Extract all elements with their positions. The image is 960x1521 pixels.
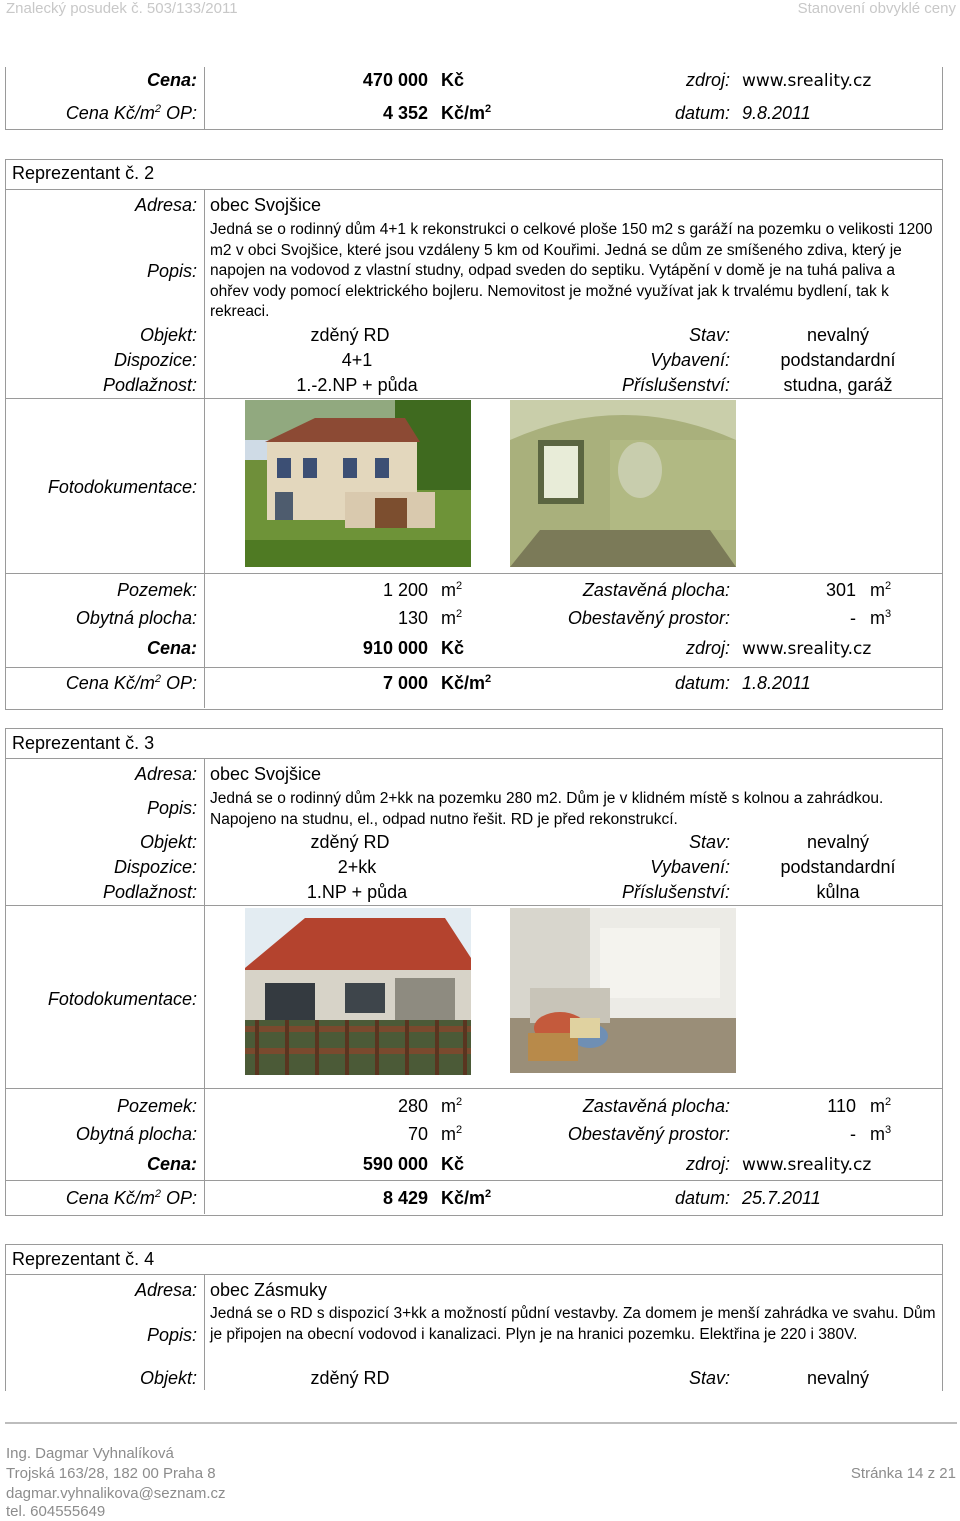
rep3-cena-m2-unit: $Kč/m^2$	[441, 1188, 492, 1208]
rep3-popis-label: Popis:	[146, 798, 197, 818]
rep1-datum-label: datum:	[674, 103, 730, 123]
rep2-objekt-label: Objekt:	[139, 325, 197, 345]
header-document-title: Znalecký posudek č. 503/133/2011	[6, 0, 238, 17]
rep2-datum: 1.8.2011	[742, 673, 811, 693]
rep4-popis: Jedná se o RD s dispozicí 3+kk a možností půdní vestavby. Za domem je menší zahrádka ve svahu. Dům je připojen na obecní vodovod i kanalizaci. Plyn je na hranici pozemku. Elektřina je 220 i 380V.	[210, 1305, 936, 1343]
rep4-objekt-label: Objekt:	[139, 1368, 197, 1388]
rep3-dispozice: 2+kk	[337, 857, 377, 877]
rep3-objekt-label: Objekt:	[139, 832, 197, 852]
rep2-obestaveny-unit: $m^3$	[870, 608, 892, 628]
rep2-dispozice: 4+1	[341, 350, 373, 370]
rep3-zdroj-label: zdroj:	[685, 1154, 730, 1174]
rep1-cena-m2-label: Cena $Kč/m^2$ OP:	[65, 103, 197, 123]
rep2-cena-unit: Kč	[441, 638, 465, 658]
rep2-photo-interior	[510, 400, 736, 567]
rep3-cena-unit: Kč	[441, 1154, 465, 1174]
rep3-objekt: zděný RD	[310, 832, 390, 852]
rep3-zastavena: 110	[827, 1096, 856, 1116]
rep3-podlaznost: 1.NP + půda	[306, 882, 408, 902]
rep3-prislusenstvi-label: Příslušenství:	[621, 882, 730, 902]
footer-email: dagmar.vyhnalikova@seznam.cz	[6, 1485, 226, 1502]
rep3-vybaveni: podstandardní	[780, 857, 896, 877]
rep1-cena-m2-value: 4 352	[382, 103, 428, 123]
rep2-adresa: obec Svojšice	[210, 195, 322, 215]
rep3-dispozice-label: Dispozice:	[113, 857, 197, 877]
rep3-stav-label: Stav:	[688, 832, 730, 852]
footer-name: Ing. Dagmar Vyhnalíková	[6, 1445, 174, 1462]
rep2-pozemek-label: Pozemek:	[116, 580, 197, 600]
rep3-pozemek-label: Pozemek:	[116, 1096, 197, 1116]
rep3-foto-label: Fotodokumentace:	[47, 989, 197, 1009]
footer-phone: tel. 604555649	[6, 1503, 106, 1520]
rep4-adresa-label: Adresa:	[134, 1280, 197, 1300]
rep2-cena-m2-unit: $Kč/m^2$	[441, 673, 492, 693]
rep2-vybaveni-label: Vybavení:	[650, 350, 730, 370]
rep3-obytna-unit: $m^2$	[441, 1124, 463, 1144]
rep3-popis: Jedná se o rodinný dům 2+kk na pozemku 280 m2. Dům je v klidném místě s kolnou a zahrádkou. Napojeno na studnu, el., odpad nutno řešit. RD je před rekonstrukcí.	[210, 790, 884, 828]
rep3-podlaznost-label: Podlažnost:	[102, 882, 197, 902]
rep3-obestaveny: -	[850, 1124, 856, 1144]
rep4-stav-label: Stav:	[688, 1368, 730, 1388]
rep2-zastavena-unit: $m^2$	[870, 580, 892, 600]
rep3-cena: 590 000	[362, 1154, 428, 1174]
rep1-cena-value: 470 000	[362, 70, 428, 90]
rep3-cena-m2-label: Cena $Kč/m^2$ OP:	[65, 1188, 197, 1208]
rep2-obytna-label: Obytná plocha:	[75, 608, 197, 628]
rep3-title: Reprezentant č. 3	[12, 733, 155, 753]
rep3-stav: nevalný	[806, 832, 870, 852]
rep2-obestaveny-label: Obestavěný prostor:	[567, 608, 730, 628]
rep3-obytna-label: Obytná plocha:	[75, 1124, 197, 1144]
rep2-stav: nevalný	[806, 325, 870, 345]
rep2-title: Reprezentant č. 2	[12, 163, 155, 183]
rep4-adresa: obec Zásmuky	[210, 1280, 328, 1300]
rep2-popis-label: Popis:	[146, 261, 197, 281]
rep2-datum-label: datum:	[674, 673, 730, 693]
rep2-zdroj-label: zdroj:	[685, 638, 730, 658]
rep2-prislusenstvi: studna, garáž	[783, 375, 893, 395]
rep3-zdroj: www.sreality.cz	[742, 1155, 872, 1175]
footer-rule	[5, 1422, 957, 1424]
rep2-obytna: 130	[397, 608, 428, 628]
rep3-adresa: obec Svojšice	[210, 764, 322, 784]
rep2-cena-label: Cena:	[146, 638, 197, 658]
footer-address: Trojská 163/28, 182 00 Praha 8	[6, 1465, 216, 1482]
rep3-datum-label: datum:	[674, 1188, 730, 1208]
rep2-obytna-unit: $m^2$	[441, 608, 463, 628]
rep3-adresa-label: Adresa:	[134, 764, 197, 784]
rep2-zdroj: www.sreality.cz	[742, 639, 872, 659]
rep2-zastavena: 301	[825, 580, 856, 600]
rep3-prislusenstvi: kůlna	[816, 882, 860, 902]
rep1-cena-unit: Kč	[441, 70, 465, 90]
rep2-popis: Jedná se o rodinný dům 4+1 k rekonstrukci o celkové ploše 150 m2 s garáží na pozemku o velikosti 1200 m2 v obci Svojšice, které jsou vzdáleny 5 km od Kouřimi. Jedná se dům ze smíšeného zdiva, který je napojen na vodovod z vlastní studny, odpad sveden do septiku. Vytápění v domě je na tuhá paliva a ohřev vody pomocí elektrického bojleru. Nemovitost je možné využívat jak k trvalému bydlení, tak k rekreaci.	[210, 221, 933, 320]
rep2-objekt: zděný RD	[310, 325, 390, 345]
rep3-cena-label: Cena:	[146, 1154, 197, 1174]
rep4-popis-label: Popis:	[146, 1325, 197, 1345]
rep2-cena: 910 000	[362, 638, 428, 658]
rep1-datum-value: 9.8.2011	[742, 103, 811, 123]
footer-page-number: Stránka 14 z 21	[850, 1465, 956, 1482]
rep3-datum: 25.7.2011	[742, 1188, 821, 1208]
rep3-cena-m2: 8 429	[382, 1188, 428, 1208]
rep3-zastavena-label: Zastavěná plocha:	[582, 1096, 730, 1116]
rep2-stav-label: Stav:	[688, 325, 730, 345]
rep2-pozemek: 1 200	[382, 580, 428, 600]
rep2-obestaveny: -	[850, 608, 856, 628]
rep1-cena-label: Cena:	[146, 70, 197, 90]
rep2-pozemek-unit: $m^2$	[441, 580, 463, 600]
rep2-prislusenstvi-label: Příslušenství:	[621, 375, 730, 395]
rep3-vybaveni-label: Vybavení:	[650, 857, 730, 877]
rep1-zdroj-value: www.sreality.cz	[742, 71, 872, 91]
rep4-objekt: zděný RD	[310, 1368, 390, 1388]
rep4-stav: nevalný	[806, 1368, 870, 1388]
header-section-title: Stanovení obvyklé ceny	[797, 0, 956, 17]
rep1-cena-m2-unit: $Kč/m^2$	[441, 103, 492, 123]
rep2-foto-label: Fotodokumentace:	[47, 477, 197, 497]
rep3-zastavena-unit: $m^2$	[870, 1096, 892, 1116]
rep3-photo-house	[245, 908, 471, 1075]
rep2-podlaznost-label: Podlažnost:	[102, 375, 197, 395]
rep2-adresa-label: Adresa:	[134, 195, 197, 215]
rep2-dispozice-label: Dispozice:	[113, 350, 197, 370]
rep2-zastavena-label: Zastavěná plocha:	[582, 580, 730, 600]
rep4-title: Reprezentant č. 4	[12, 1249, 155, 1269]
rep2-vybaveni: podstandardní	[780, 350, 896, 370]
rep3-pozemek: 280	[397, 1096, 428, 1116]
rep1-zdroj-label: zdroj:	[685, 70, 730, 90]
rep2-podlaznost: 1.-2.NP + půda	[296, 375, 418, 395]
rep3-obytna: 70	[407, 1124, 428, 1144]
rep3-obestaveny-label: Obestavěný prostor:	[567, 1124, 730, 1144]
rep2-photo-house	[245, 400, 471, 567]
rep2-cena-m2-label: Cena $Kč/m^2$ OP:	[65, 673, 197, 693]
rep3-obestaveny-unit: $m^3$	[870, 1124, 892, 1144]
rep2-cena-m2: 7 000	[382, 673, 428, 693]
rep3-photo-interior	[510, 908, 736, 1073]
rep3-pozemek-unit: $m^2$	[441, 1096, 463, 1116]
